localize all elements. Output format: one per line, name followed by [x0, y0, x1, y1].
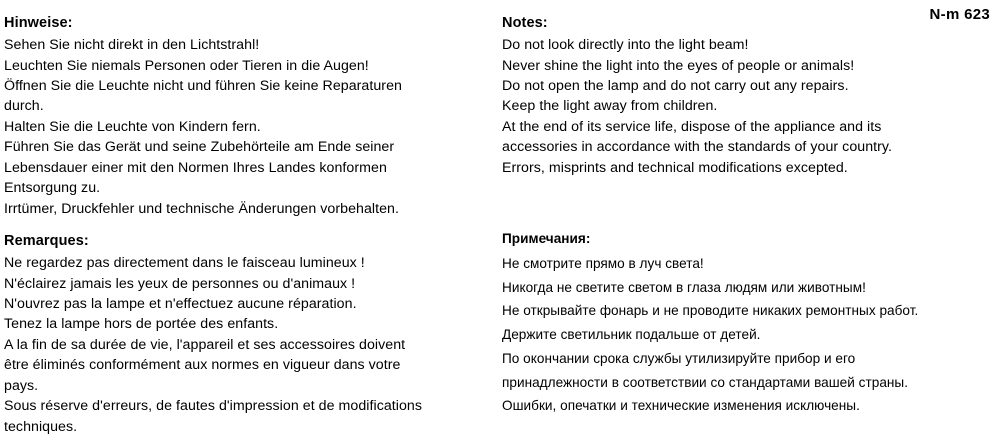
text-line: Никогда не светите светом в глаза людям или животным! [502, 279, 866, 295]
section-lines-english [502, 36, 942, 178]
text-line: A la fin de sa durée de vie, l'appareil et ses accessoires doivent [4, 336, 406, 353]
text-line: Halten Sie die Leuchte von Kindern fern. [4, 118, 261, 135]
text-line: Держите светильник подальше от детей. [502, 327, 761, 342]
text-line: pays. [4, 377, 39, 394]
text-line: At the end of its service life, dispose of the appliance and its [502, 118, 882, 135]
text-line: Sous réserve d'erreurs, de fautes d'impression et de modifications [4, 398, 422, 415]
text-line: Errors, misprints and technical modifications excepted. [502, 159, 848, 176]
text-line: Ne regardez pas directement dans le faisceau lumineux ! [4, 255, 365, 272]
text-line: Ошибки, опечатки и технические изменения исключены. [502, 398, 860, 414]
text-line: Keep the light away from children. [502, 98, 718, 115]
section-lines-french [4, 254, 490, 437]
section-english [502, 14, 942, 179]
text-line: Führen Sie das Gerät und seine Zubehörteile am Ende seiner [4, 139, 395, 156]
text-line: N'éclairez jamais les yeux de personnes ou d'animaux ! [4, 275, 356, 292]
text-line: techniques. [4, 418, 78, 435]
text-line: Leuchten Sie niemals Personen oder Tieren in die Augen! [4, 57, 369, 74]
text-line: durch. [4, 98, 44, 115]
text-line: Öffnen Sie die Leuchte nicht und führen Sie keine Reparaturen [4, 78, 402, 95]
text-line: être éliminés conformément aux normes en vigueur dans votre [4, 357, 401, 374]
text-line: По окончании срока службы утилизируйте прибор и его [502, 350, 856, 366]
text-line: Irrtümer, Druckfehler und technische Änderungen vorbehalten. [4, 200, 399, 217]
section-french [4, 232, 490, 438]
text-line: Entsorgung zu. [4, 180, 101, 197]
section-heading-french: Remarques: [4, 233, 89, 249]
text-line: Sehen Sie nicht direkt in den Lichtstrahl! [4, 37, 260, 54]
section-heading-english: Notes: [502, 15, 548, 31]
text-line: Не открывайте фонарь и не проводите никаких ремонтных работ. [502, 303, 919, 319]
section-lines-russian [502, 253, 996, 417]
model-code-label: N-m 623 [929, 6, 990, 23]
text-line: Lebensdauer einer mit den Normen Ihres Landes konformen [4, 159, 387, 176]
text-line: accessories in accordance with the standards of your country. [502, 139, 892, 156]
section-russian [502, 228, 996, 419]
text-line: принадлежности в соответствии со стандартами вашей страны. [502, 374, 909, 390]
text-line: Tenez la lampe hors de portée des enfants. [4, 316, 279, 333]
section-lines-german [4, 36, 490, 219]
section-heading-german: Hinweise: [4, 15, 73, 31]
text-line: N'ouvrez pas la lampe et n'effectuez aucune réparation. [4, 296, 357, 313]
text-line: Never shine the light into the eyes of people or animals! [502, 57, 855, 74]
text-line: Do not open the lamp and do not carry out any repairs. [502, 78, 849, 95]
text-line: Не смотрите прямо в луч света! [502, 255, 704, 271]
section-heading-russian: Примечания: [502, 231, 591, 246]
text-line: Do not look directly into the light beam! [502, 37, 749, 54]
section-german [4, 14, 490, 220]
